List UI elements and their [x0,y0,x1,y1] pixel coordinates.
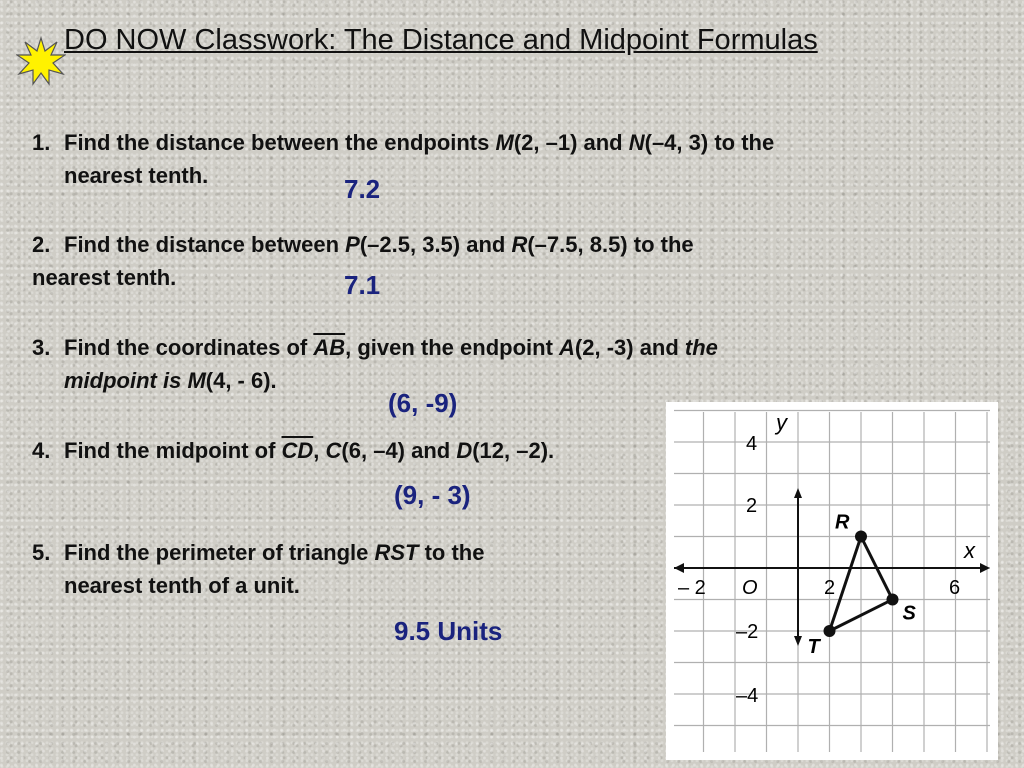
q3-text-midpoint: midpoint is M [64,368,206,393]
y-tick-label: 4 [746,433,758,455]
vertex-point-t [824,625,836,637]
q2-point-p: P [345,232,360,257]
q3-text-b: , given the endpoint [345,335,560,360]
q2-text-line2: nearest tenth. [32,265,177,290]
page-title: DO NOW Classwork: The Distance and Midpoint Formulas [64,24,818,56]
answer-2: 7.1 [344,270,381,300]
answer-4: (9, - 3) [394,480,471,510]
origin-label: O [742,577,758,599]
x-tick-label: 6 [949,577,961,599]
graph-canvas [666,402,998,760]
q3-text-the: the [684,335,718,360]
question-number: 2. [32,232,51,257]
q4-text-a: Find the midpoint of [64,438,282,463]
y-tick-label: –2 [736,621,759,643]
q4-text-d: (12, –2). [472,438,555,463]
q3-text-coords: (4, - 6). [205,368,277,393]
question-number: 5. [32,540,51,565]
vertex-label-t: T [807,636,820,658]
answer-3: (6, -9) [388,388,458,418]
q4-text-b: , [313,438,326,463]
q1-point-m: M [495,130,514,155]
x-tick-label: 2 [824,577,836,599]
q1-text-b: (2, –1) and [513,130,629,155]
q3-segment-ab: $\overline{AB}$ [313,335,346,360]
q2-text-b: (–2.5, 3.5) and [359,232,512,257]
y-axis-arrow [794,488,802,498]
q2-point-r: R [511,232,528,257]
q3-text-c: (2, -3) and [574,335,685,360]
q5-triangle-rst: RST [374,540,419,565]
starburst-icon [16,36,66,86]
coordinate-graph [666,402,998,760]
q3-point-a: A [559,335,575,360]
q1-text-a: Find the distance between the endpoints [64,130,496,155]
q4-point-d: D [456,438,473,463]
y-tick-label: 2 [746,495,758,517]
q4-text-c: (6, –4) and [341,438,457,463]
q1-point-n: N [628,130,645,155]
q1-text-line2: nearest tenth. [64,163,209,188]
x-axis-arrow-left [674,563,684,573]
q5-text-a: Find the perimeter of triangle [64,540,375,565]
question-3 [32,331,718,397]
q2-text-c: (–7.5, 8.5) to the [527,232,694,257]
q5-text-b: to the [418,540,485,565]
answer-5: 9.5 Units [394,616,503,646]
y-axis-arrow-down [794,636,802,646]
q5-text-line2: nearest tenth of a unit. [64,573,300,598]
vertex-label-s: S [902,602,916,625]
x-axis-label: x [964,538,975,563]
question-number: 3. [32,335,51,360]
q3-text-a: Find the coordinates of [64,335,314,360]
x-tick-label: – 2 [678,577,706,599]
vertex-point-r [855,531,867,543]
y-tick-label: –4 [736,685,759,707]
q2-text-a: Find the distance between [64,232,346,257]
question-4 [32,434,554,467]
q1-text-c: (–4, 3) to the [644,130,775,155]
x-axis-arrow [980,563,990,573]
question-5 [32,536,484,602]
y-axis-label: y [776,410,787,435]
q4-point-c: C [325,438,342,463]
vertex-label-r: R [835,511,850,534]
vertex-point-s [887,594,899,606]
question-number: 4. [32,438,51,463]
q4-segment-cd: $\overline{CD}$ [281,438,314,463]
question-1 [32,126,774,192]
question-number: 1. [32,130,51,155]
answer-1: 7.2 [344,174,381,204]
